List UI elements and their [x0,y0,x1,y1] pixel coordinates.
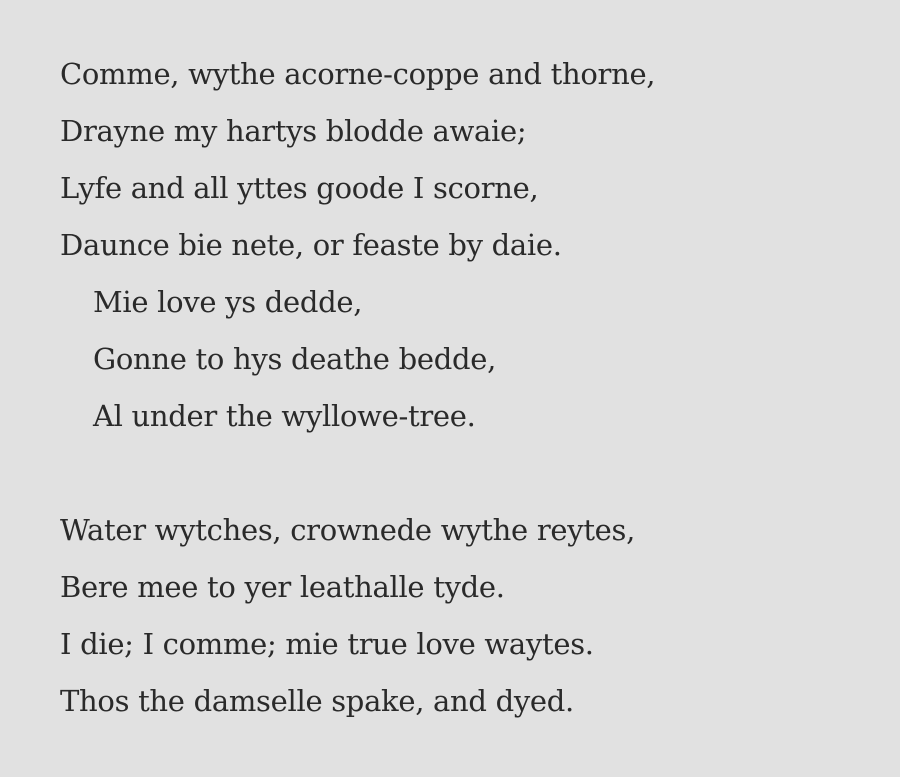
poem-line: Bere mee to yer leathalle tyde. [60,570,505,604]
poem-line: Daunce bie nete, or feaste by daie. [60,228,562,262]
poem-line: Drayne my hartys blodde awaie; [60,114,527,148]
poem-line-indented: Gonne to hys deathe bedde, [93,342,497,376]
poem-line: Water wytches, crownede wythe reytes, [60,513,636,547]
poem-line: Comme, wythe acorne-coppe and thorne, [60,57,656,91]
poem-line: I die; I comme; mie true love waytes. [60,627,594,661]
poem-line-indented: Al under the wyllowe-tree. [93,399,476,433]
poem-line-indented: Mie love ys dedde, [93,285,363,319]
stanza-2 [60,502,880,730]
stanza-1 [60,46,880,445]
poem-line: Lyfe and all yttes goode I scorne, [60,171,539,205]
poem [60,46,880,730]
poem-line: Thos the damselle spake, and dyed. [60,684,574,718]
